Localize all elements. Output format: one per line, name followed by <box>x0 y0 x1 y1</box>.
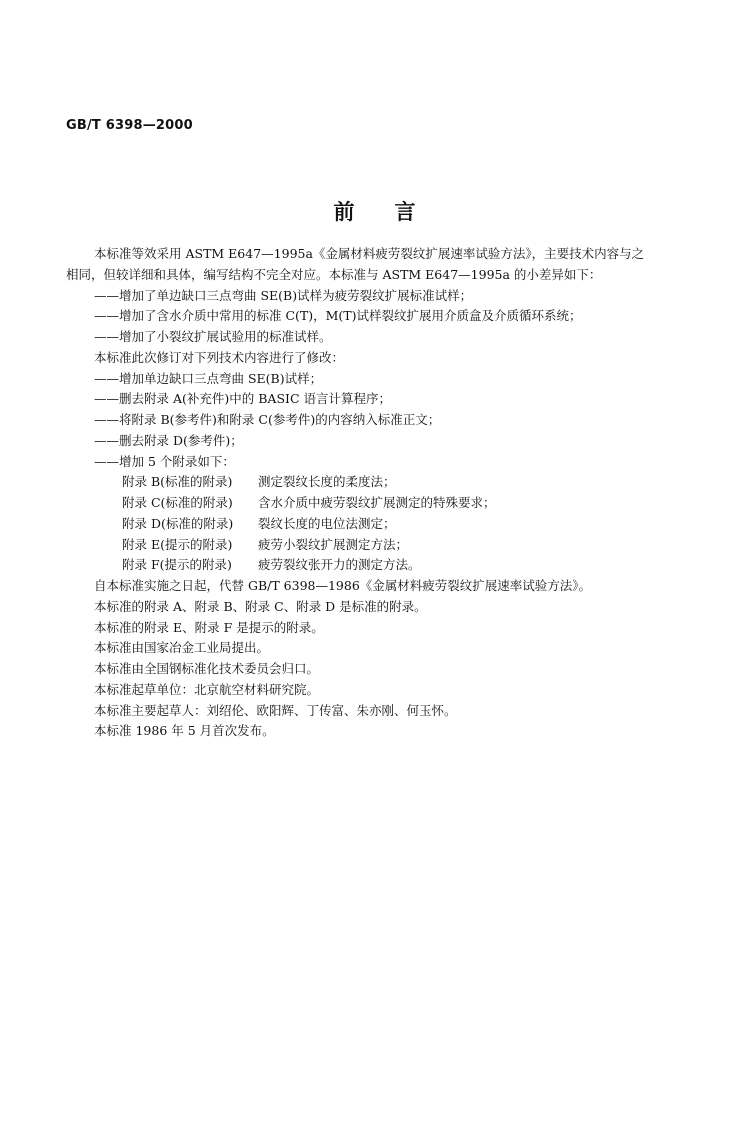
annex-name: 附录 C(标准的附录) <box>122 495 233 510</box>
annex-name: 附录 D(标准的附录) <box>122 515 234 531</box>
closing-line: 本标准由国家冶金工业局提出。 <box>94 640 270 656</box>
annex-name: 附录 F(提示的附录) <box>122 557 232 573</box>
annex-description: 疲劳裂纹张开力的测定方法。 <box>258 557 421 573</box>
closing-line: 本标准的附录 E、附录 F 是提示的附录。 <box>94 619 324 635</box>
list-item: ——增加了含水介质中常用的标准 C(T)，M(T)试样裂纹扩展用介质盒及介质循环系统； <box>94 308 582 324</box>
list-item: ——增加 5 个附录如下： <box>94 453 235 469</box>
annex-name: 附录 E(提示的附录) <box>122 536 233 552</box>
list-item: ——删去附录 D(参考件)； <box>94 432 243 448</box>
annex-description: 疲劳小裂纹扩展测定方法； <box>258 536 409 552</box>
closing-line: 本标准起草单位：北京航空材料研究院。 <box>94 681 320 697</box>
annex-description: 含水介质中疲劳裂纹扩展测定的特殊要求； <box>258 495 496 510</box>
paragraph-line: 相同，但较详细和具体，编写结构不完全对应。本标准与 ASTM E647—1995a 的小差异如下： <box>66 266 602 282</box>
annex-entry <box>66 535 686 556</box>
annex-entry <box>66 493 686 514</box>
foreword-body <box>66 244 686 742</box>
paragraph-line: 本标准此次修订对下列技术内容进行了修改： <box>94 349 345 365</box>
list-item: ——增加单边缺口三点弯曲 SE(B)试样； <box>94 370 323 386</box>
annex-entry <box>66 514 686 535</box>
annex-name: 附录 B(标准的附录) <box>122 474 233 490</box>
annex-entry <box>66 472 686 493</box>
closing-line: 本标准的附录 A、附录 B、附录 C、附录 D 是标准的附录。 <box>94 598 427 614</box>
paragraph-line: 本标准等效采用 ASTM E647—1995a《金属材料疲劳裂纹扩展速率试验方法》，主要技术内容与之 <box>94 246 645 261</box>
annex-entry <box>66 555 686 576</box>
list-item: ——删去附录 A(补充件)中的 BASIC 语言计算程序； <box>94 391 391 407</box>
annex-description: 裂纹长度的电位法测定； <box>258 515 396 531</box>
closing-line: 本标准由全国钢标准化技术委员会归口。 <box>94 661 320 676</box>
closing-line: 本标准 1986 年 5 月首次发布。 <box>94 723 275 739</box>
standard-number: GB/T 6398—2000 <box>66 118 193 133</box>
list-item: ——将附录 B(参考件)和附录 C(参考件)的内容纳入标准正文； <box>94 412 441 427</box>
page-title: 前言 <box>333 199 456 224</box>
list-item: ——增加了单边缺口三点弯曲 SE(B)试样为疲劳裂纹扩展标准试样； <box>94 287 473 303</box>
closing-line: 本标准主要起草人：刘绍伦、欧阳辉、丁传富、朱亦刚、何玉怀。 <box>94 702 457 718</box>
closing-line: 自本标准实施之日起，代替 GB/T 6398—1986《金属材料疲劳裂纹扩展速率试验方法》。 <box>94 578 592 593</box>
annex-description: 测定裂纹长度的柔度法； <box>258 474 396 490</box>
list-item: ——增加了小裂纹扩展试验用的标准试样。 <box>94 329 332 344</box>
